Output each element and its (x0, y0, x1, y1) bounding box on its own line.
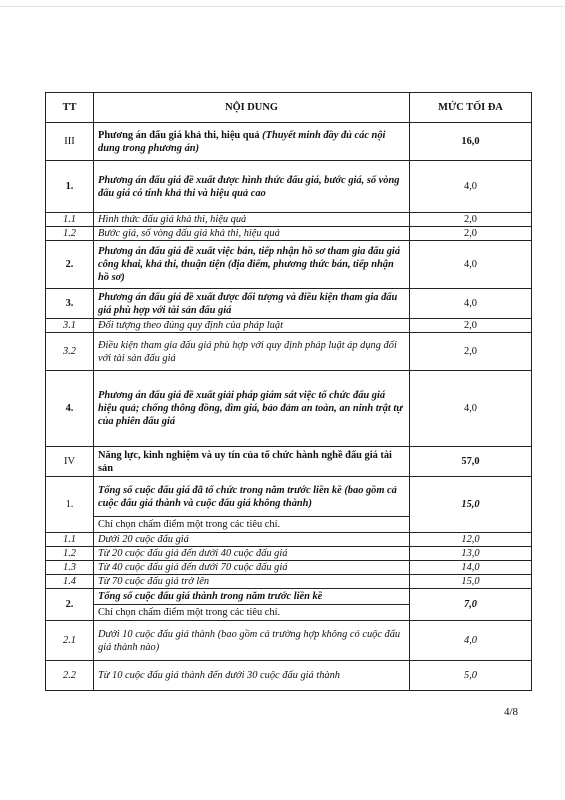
row-score: 15,0 (410, 575, 532, 589)
row-tt: 1.1 (46, 533, 94, 547)
row-score: 2,0 (410, 227, 532, 241)
row-content-paren: (Thuyết minh đầy đủ các nội dung trong phương án) (98, 129, 386, 154)
row-score: 4,0 (410, 289, 532, 319)
table-row (46, 547, 532, 561)
row-tt: 1.4 (46, 575, 94, 589)
row-tt: 3.1 (46, 319, 94, 333)
row-content: Dưới 10 cuộc đấu giá thành (bao gồm cả trường hợp không có cuộc đấu giá thành nào) (94, 621, 410, 661)
row-content: Phương án đấu giá đề xuất được hình thức đấu giá, bước giá, số vòng đấu giá có tính khả thi và hiệu quả cao (94, 161, 410, 213)
row-content: Điều kiện tham gia đấu giá phù hợp với quy định pháp luật áp dụng đối với tài sản đấu giá (94, 333, 410, 371)
table-row (46, 213, 532, 227)
row-content: Hình thức đấu giá khả thi, hiệu quả (94, 213, 410, 227)
table-row (46, 227, 532, 241)
row-score: 2,0 (410, 333, 532, 371)
table-row (46, 319, 532, 333)
row-tt: 2.2 (46, 661, 94, 691)
header-score: MỨC TỐI ĐA (410, 93, 532, 123)
row-content (94, 123, 410, 161)
top-edge-line (0, 6, 565, 7)
row-content: Từ 70 cuộc đấu giá trở lên (94, 575, 410, 589)
row-tt: 3.2 (46, 333, 94, 371)
row-score: 7,0 (410, 589, 532, 621)
row-score: 13,0 (410, 547, 532, 561)
row-tt: 1. (46, 477, 94, 533)
row-content-main: Phương án đấu giá khả thi, hiệu quả (98, 129, 260, 141)
row-score: 4,0 (410, 621, 532, 661)
row-content: Phương án đấu giá đề xuất giải pháp giám sát việc tổ chức đấu giá hiệu quả; chống thông đồng, dìm giá, bảo đảm an toàn, an ninh trật tự của phiên đấu giá (94, 371, 410, 447)
table-row (46, 447, 532, 477)
row-content: Từ 40 cuộc đấu giá đến dưới 70 cuộc đấu giá (94, 561, 410, 575)
row-score: 4,0 (410, 371, 532, 447)
row-content: Tổng số cuộc đấu giá thành trong năm trước liền kề (94, 589, 410, 605)
header-tt: TT (46, 93, 94, 123)
row-tt: IV (46, 447, 94, 477)
row-score: 5,0 (410, 661, 532, 691)
row-tt: 2.1 (46, 621, 94, 661)
row-score: 15,0 (410, 477, 532, 533)
row-tt: 3. (46, 289, 94, 319)
row-tt: 2. (46, 589, 94, 621)
row-score: 16,0 (410, 123, 532, 161)
row-tt: 1.1 (46, 213, 94, 227)
row-content: Từ 20 cuộc đấu giá đến dưới 40 cuộc đấu giá (94, 547, 410, 561)
row-content: Dưới 20 cuộc đấu giá (94, 533, 410, 547)
row-content: Phương án đấu giá đề xuất việc bán, tiếp nhận hồ sơ tham gia đấu giá công khai, khả thi, thuận tiện (địa điểm, phương thức bán, tiếp nhận hồ sơ) (94, 241, 410, 289)
table-row (46, 371, 532, 447)
row-score: 2,0 (410, 213, 532, 227)
row-note: Chỉ chọn chấm điểm một trong các tiêu chí. (94, 517, 410, 533)
row-tt: 1.2 (46, 227, 94, 241)
row-score: 2,0 (410, 319, 532, 333)
header-content: NỘI DUNG (94, 93, 410, 123)
table-row (46, 561, 532, 575)
row-content: Từ 10 cuộc đấu giá thành đến dưới 30 cuộc đấu giá thành (94, 661, 410, 691)
row-score: 14,0 (410, 561, 532, 575)
row-tt: 2. (46, 241, 94, 289)
table-row (46, 621, 532, 661)
row-content: Phương án đấu giá đề xuất được đối tượng và điều kiện tham gia đấu giá phù hợp với tài sản đấu giá (94, 289, 410, 319)
table-row (46, 661, 532, 691)
table-row (46, 161, 532, 213)
table-row (46, 575, 532, 589)
table-row (46, 589, 532, 605)
page-number: 4/8 (504, 706, 519, 718)
row-note: Chỉ chọn chấm điểm một trong các tiêu chí. (94, 605, 410, 621)
row-score: 57,0 (410, 447, 532, 477)
table-row (46, 533, 532, 547)
table-row (46, 289, 532, 319)
row-content: Năng lực, kinh nghiệm và uy tín của tổ chức hành nghề đấu giá tài sản (94, 447, 410, 477)
row-tt: 1.2 (46, 547, 94, 561)
scoring-table (45, 92, 532, 691)
row-tt: 1.3 (46, 561, 94, 575)
row-score: 12,0 (410, 533, 532, 547)
row-content: Tổng số cuộc đấu giá đã tổ chức trong năm trước liền kề (bao gồm cả cuộc đấu giá thành và cuộc đấu giá không thành) (94, 477, 410, 517)
row-tt: 1. (46, 161, 94, 213)
table-header-row (46, 93, 532, 123)
table-row (46, 333, 532, 371)
row-content: Đối tượng theo đúng quy định của pháp luật (94, 319, 410, 333)
row-score: 4,0 (410, 241, 532, 289)
row-content: Bước giá, số vòng đấu giá khả thi, hiệu quả (94, 227, 410, 241)
table-row (46, 123, 532, 161)
table-row (46, 241, 532, 289)
row-tt: III (46, 123, 94, 161)
table-row (46, 477, 532, 517)
row-score: 4,0 (410, 161, 532, 213)
row-tt: 4. (46, 371, 94, 447)
